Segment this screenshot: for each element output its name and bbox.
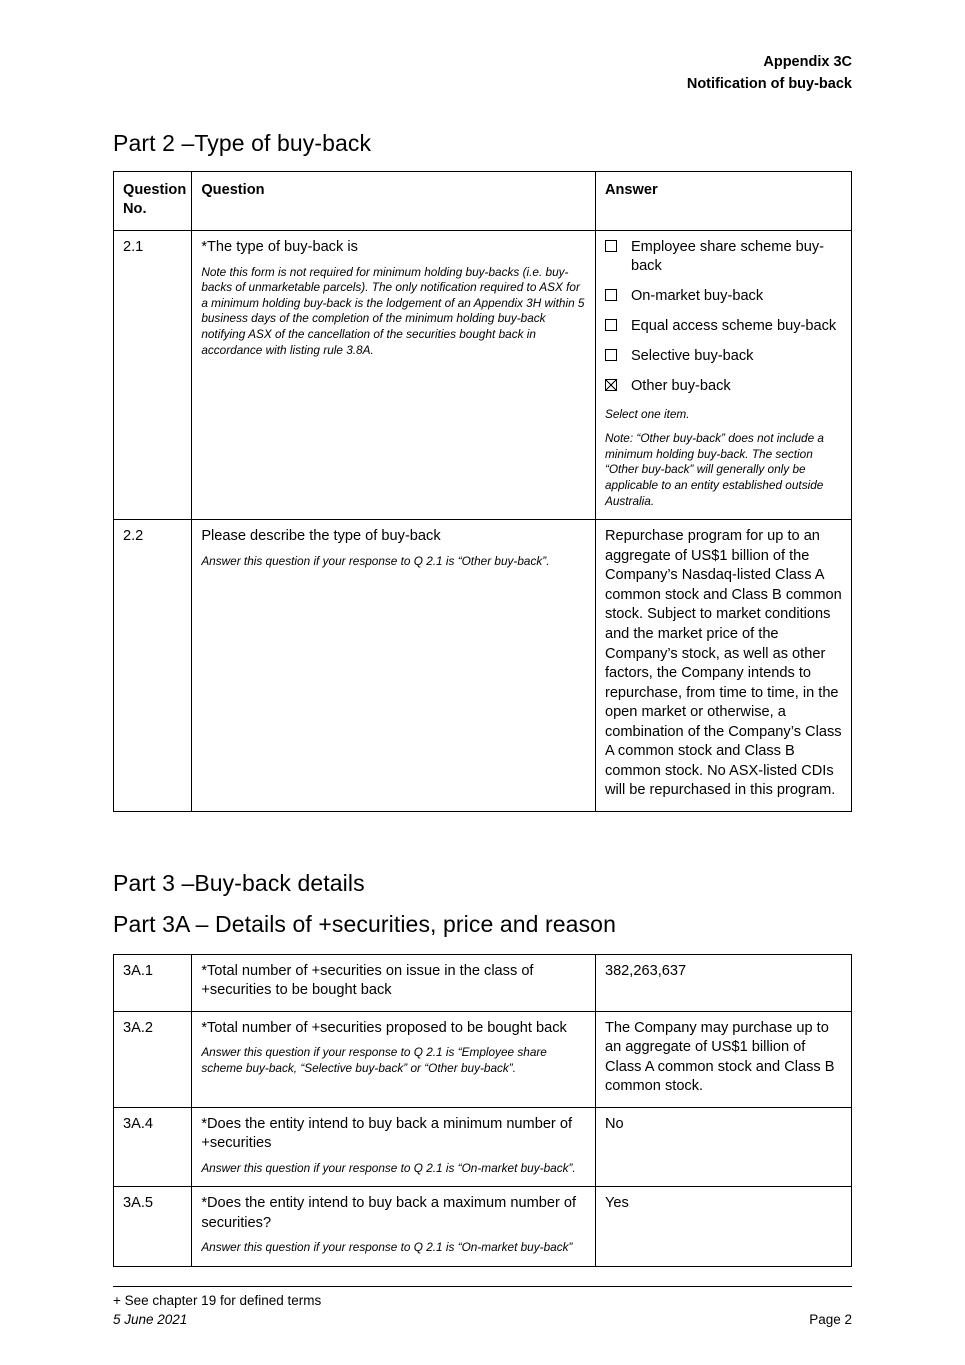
- part3-heading: Part 3 –Buy-back details: [113, 869, 365, 896]
- question-note: Answer this question if your response to Q 2.1 is “Employee share scheme buy-back, “Selective buy-back” or “Other buy-back”.: [201, 1045, 547, 1075]
- option-label: On-market buy-back: [630, 288, 764, 305]
- table-row: [114, 520, 852, 812]
- question-note: Answer this question if your response to Q 2.1 is “On-market buy-back”.: [201, 1160, 576, 1175]
- buyback-type-options: [605, 238, 842, 396]
- question-note: Answer this question if your response to Q 2.1 is “Other buy-back”.: [201, 553, 550, 568]
- option-label: Selective buy-back: [630, 348, 754, 365]
- part3a-subheading: Part 3A – Details of +securities, price and reason: [113, 910, 616, 937]
- question-text: *Does the entity intend to buy back a minimum number of +securities: [201, 1115, 573, 1152]
- question-number: 2.2: [114, 520, 192, 812]
- answer-text: Repurchase program for up to an aggregate of US$1 billion of the Company’s Nasdaq-listed Class A common stock and Class B common stock. Subject to market conditions and the market price of the Company’s stock, as well as other factors, the Company intends to repurchase, from time to time, in the open market or otherwise, a combination of the Company’s Class A common stock and Class B common stock. No ASX-listed CDIs will be repurchased in this program.: [604, 528, 842, 799]
- question-text: *Total number of +securities proposed to be bought back: [201, 1019, 567, 1036]
- question-note: Note this form is not required for minimum holding buy-backs (i.e. buy-backs of unmarketable parcels). The only notification required to ASX for a minimum holding buy-back is the lodgement of an Appendix 3H within 5 business days of the completion of the minimum holding buy-back notifying ASX of the cancellation of the securities bought back in accordance with listing rule 3.8A.: [201, 264, 585, 357]
- option-other-buy-back[interactable]: [605, 377, 842, 396]
- column-header-question-no: Question No.: [114, 171, 192, 231]
- question-number: 2.1: [114, 231, 192, 520]
- part2-table: [113, 171, 852, 812]
- footer-divider: [113, 1286, 852, 1287]
- option-on-market-buy-back[interactable]: [605, 287, 842, 306]
- question-text: *The type of buy-back is: [201, 239, 358, 256]
- answer-note-select-one: Select one item.: [604, 407, 690, 422]
- checkbox-unchecked-icon[interactable]: [605, 240, 617, 252]
- answer-cell: [595, 1011, 851, 1107]
- column-header-answer: Answer: [595, 171, 851, 231]
- question-cell: [192, 1187, 596, 1266]
- checkbox-unchecked-icon[interactable]: [605, 289, 617, 301]
- part2-heading: Part 2 –Type of buy-back: [113, 129, 372, 156]
- answer-cell: [595, 954, 851, 1011]
- question-cell: [192, 1107, 596, 1186]
- question-number: 3A.1: [114, 954, 192, 1011]
- option-label: Equal access scheme buy-back: [630, 318, 837, 335]
- answer-text: No: [604, 1115, 624, 1132]
- answer-text: Yes: [604, 1195, 629, 1212]
- option-label: Employee share scheme buy-back: [630, 239, 825, 275]
- checkbox-checked-icon[interactable]: [605, 379, 617, 391]
- option-equal-access-scheme-buy-back[interactable]: [605, 317, 842, 336]
- option-selective-buy-back[interactable]: [605, 347, 842, 366]
- question-cell: [192, 520, 596, 812]
- table-header-row: [114, 171, 852, 231]
- answer-cell: [595, 1107, 851, 1186]
- answer-cell: [595, 231, 851, 520]
- part3a-table: [113, 954, 852, 1267]
- question-text: *Does the entity intend to buy back a maximum number of securities?: [201, 1195, 577, 1231]
- answer-text: 382,263,637: [604, 962, 687, 979]
- column-header-question: Question: [192, 171, 596, 231]
- answer-note-other-buyback: Note: “Other buy-back” does not include a minimum holding buy-back. The section “Other buy-back” will generally only be applicable to an entity established outside Australia.: [604, 430, 824, 508]
- header-title-line: Notification of buy-back: [686, 75, 852, 92]
- question-cell: [192, 1011, 596, 1107]
- question-number: 3A.2: [114, 1011, 192, 1107]
- table-row: [114, 1107, 852, 1186]
- question-cell: [192, 231, 596, 520]
- table-row: [114, 954, 852, 1011]
- question-text: Please describe the type of buy-back: [201, 528, 441, 545]
- header-appendix-line: Appendix 3C: [763, 54, 852, 70]
- footer-note: + See chapter 19 for defined terms: [113, 1293, 322, 1308]
- option-employee-share-scheme-buy-back[interactable]: [605, 238, 842, 276]
- answer-cell: [595, 1187, 851, 1266]
- checkbox-unchecked-icon[interactable]: [605, 319, 617, 331]
- footer-page-number: Page 2: [809, 1312, 852, 1327]
- option-label: Other buy-back: [630, 378, 731, 395]
- question-note: Answer this question if your response to Q 2.1 is “On-market buy-back”: [201, 1240, 573, 1255]
- table-row: [114, 1011, 852, 1107]
- document-header: [113, 52, 852, 96]
- checkbox-unchecked-icon[interactable]: [605, 349, 617, 361]
- question-text: *Total number of +securities on issue in the class of +securities to be bought back: [201, 962, 534, 999]
- footer-date: 5 June 2021: [113, 1312, 188, 1327]
- question-cell: [192, 954, 596, 1011]
- page-footer: [113, 1286, 852, 1327]
- table-row: [114, 231, 852, 520]
- question-number: 3A.4: [114, 1107, 192, 1186]
- answer-text: The Company may purchase up to an aggregate of US$1 billion of Class A common stock and Class B common stock.: [604, 1019, 835, 1095]
- question-number: 3A.5: [114, 1187, 192, 1266]
- answer-cell: [595, 520, 851, 812]
- table-row: [114, 1187, 852, 1266]
